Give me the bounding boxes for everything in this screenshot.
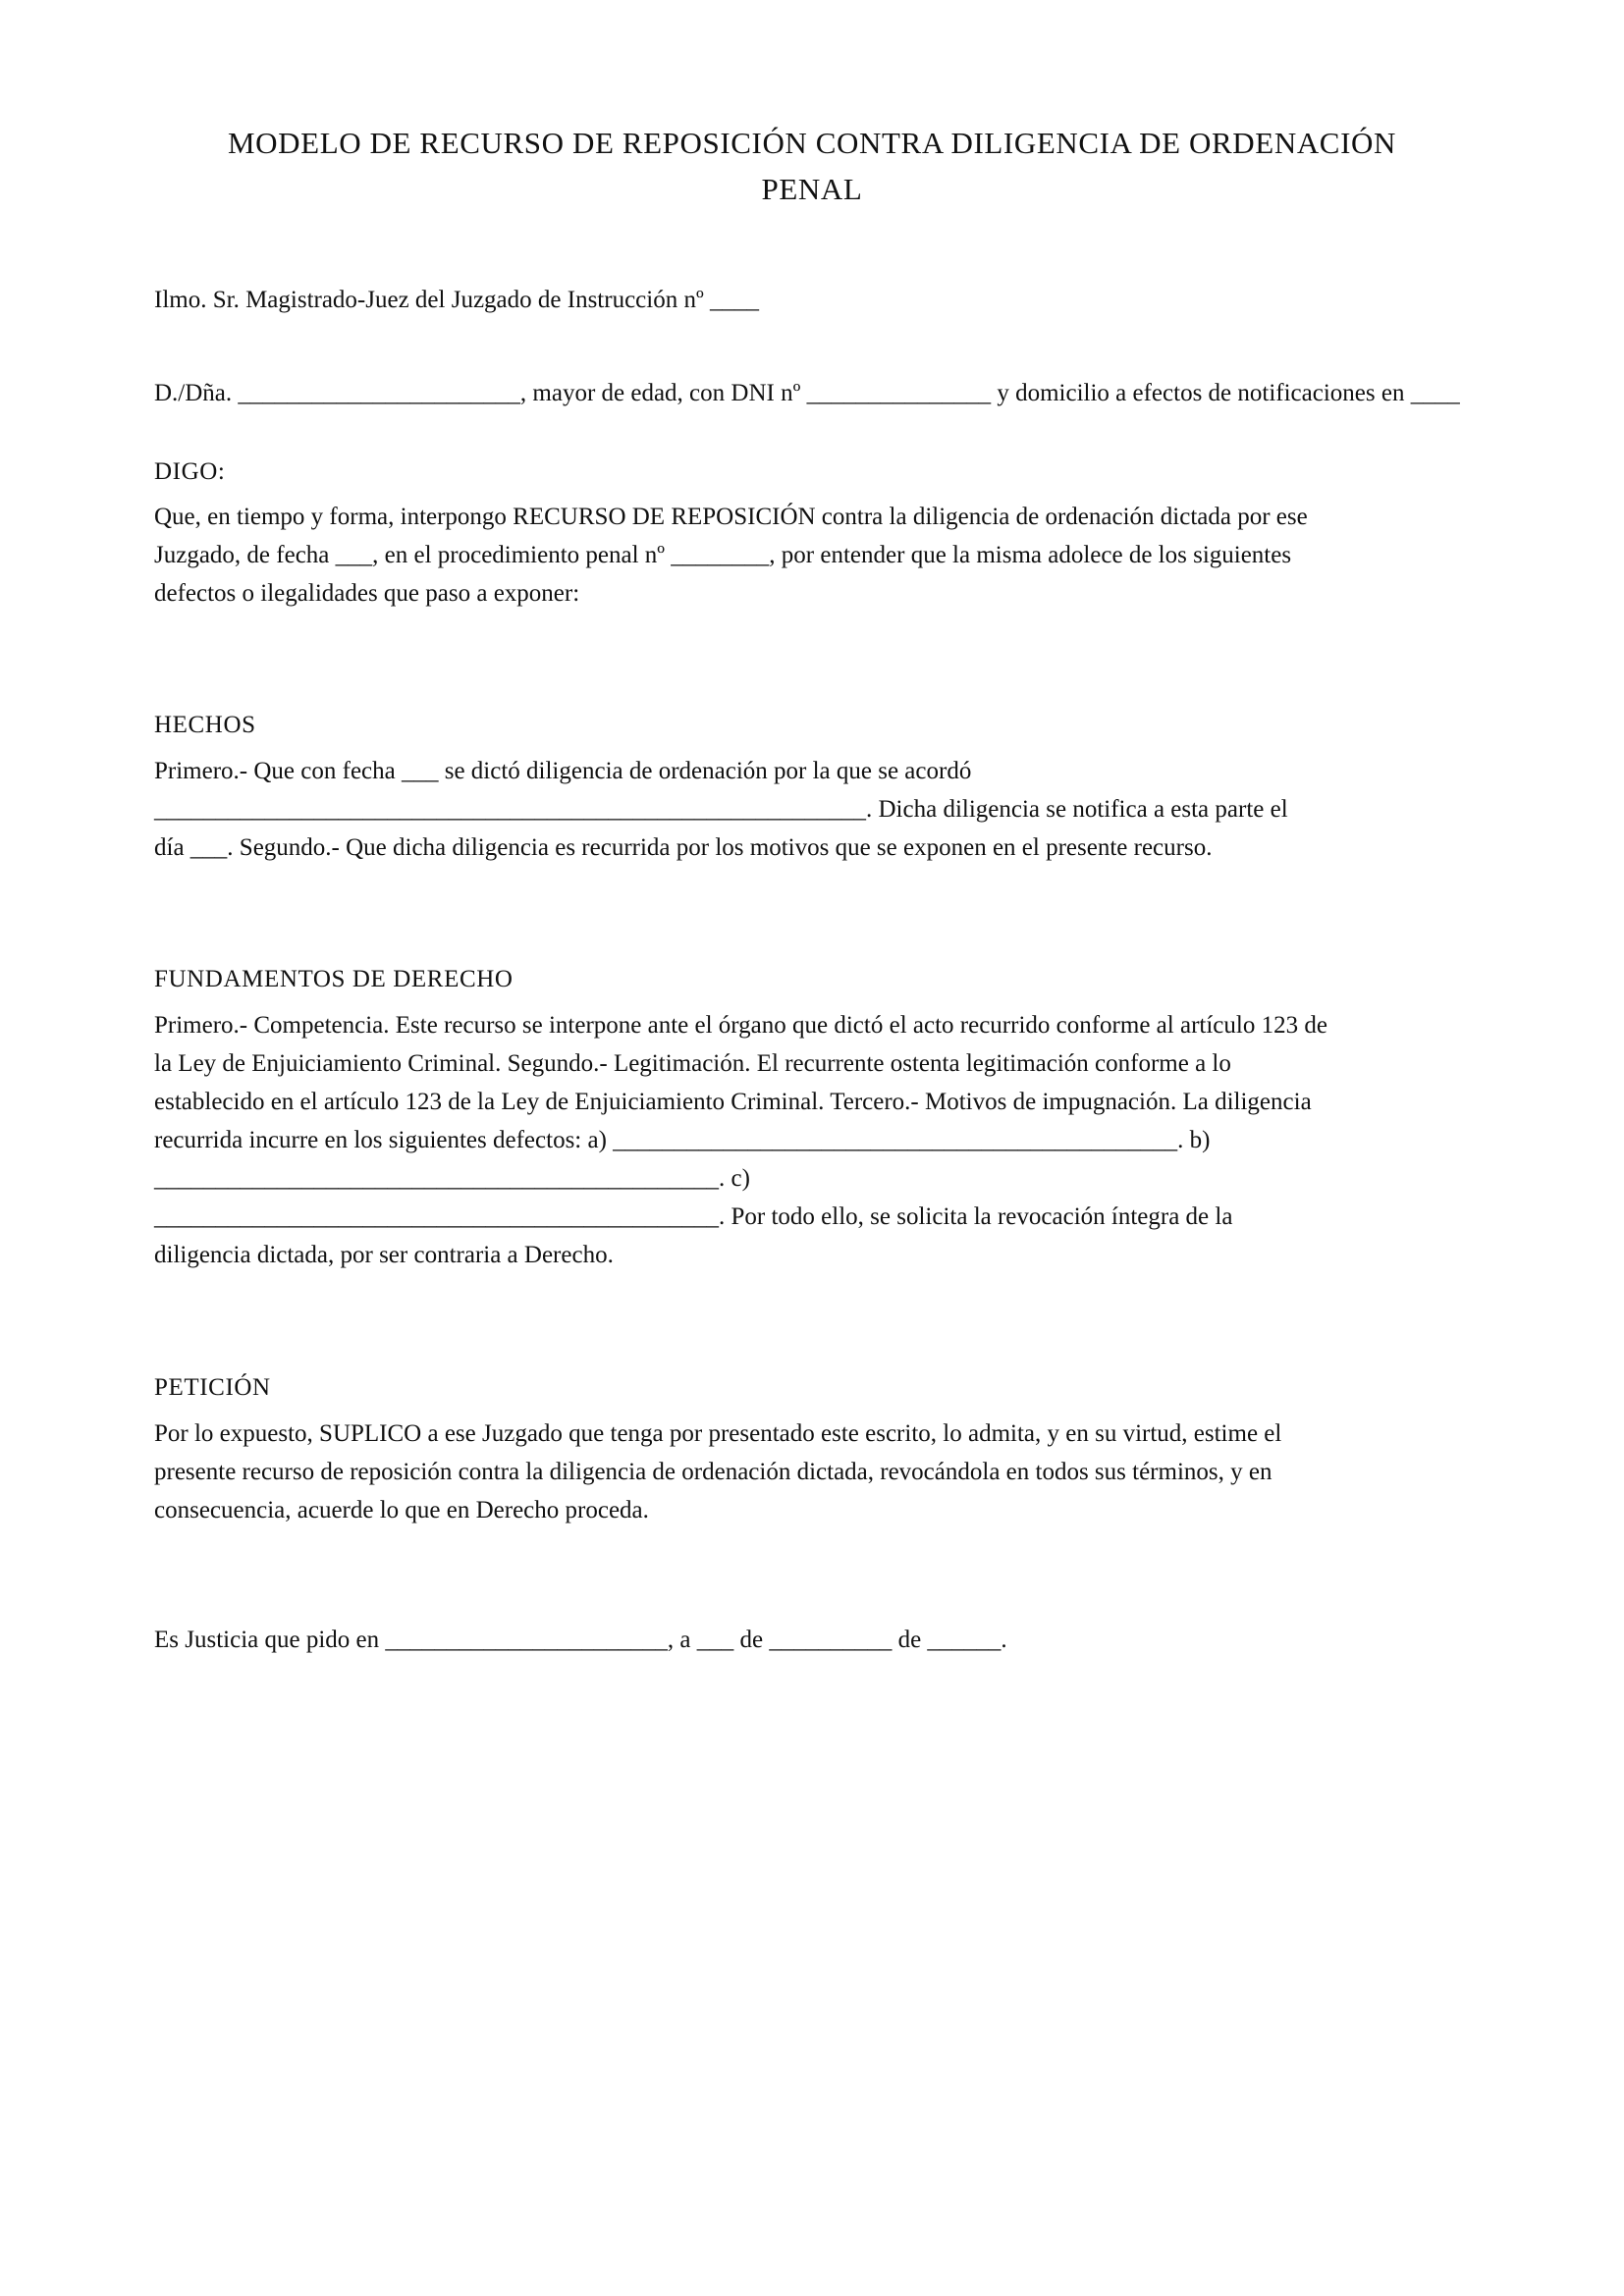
title-line-1: MODELO DE RECURSO DE REPOSICIÓN CONTRA DILIGENCIA DE ORDENACIÓN <box>228 126 1396 160</box>
fundamentos-paragraph-line: establecido en el artículo 123 de la Ley de Enjuiciamiento Criminal. Tercero.- Motivos de impugnación. La diligencia <box>154 1089 1312 1115</box>
digo-paragraph-line: Juzgado, de fecha ___, en el procedimiento penal nº ________, por entender que la misma adolece de los siguientes <box>154 542 1292 568</box>
document-title <box>147 120 1477 212</box>
hechos-heading: HECHOS <box>154 712 256 738</box>
digo-paragraph-line: Que, en tiempo y forma, interpongo RECURSO DE REPOSICIÓN contra la diligencia de ordenación dictada por ese <box>154 504 1308 530</box>
closing-line: Es Justicia que pido en _______________________, a ___ de __________ de ______. <box>154 1627 1007 1653</box>
title-line-2: PENAL <box>761 172 863 206</box>
fundamentos-paragraph-line: la Ley de Enjuiciamiento Criminal. Segundo.- Legitimación. El recurrente ostenta legitimación conforme a lo <box>154 1050 1231 1077</box>
fundamentos-paragraph-line: ______________________________________________. c) <box>154 1165 750 1192</box>
fundamentos-paragraph-line: diligencia dictada, por ser contraria a Derecho. <box>154 1242 614 1268</box>
hechos-paragraph-line: __________________________________________________________. Dicha diligencia se notifica a esta parte el <box>154 796 1288 823</box>
digo-paragraph-line: defectos o ilegalidades que paso a exponer: <box>154 580 580 607</box>
addressee-line: Ilmo. Sr. Magistrado-Juez del Juzgado de Instrucción nº ____ <box>154 287 759 313</box>
peticion-paragraph-line: consecuencia, acuerde lo que en Derecho proceda. <box>154 1497 649 1523</box>
fundamentos-paragraph-line: ______________________________________________. Por todo ello, se solicita la revocación íntegra de la <box>154 1203 1233 1230</box>
fundamentos-paragraph-line: recurrida incurre en los siguientes defectos: a) ______________________________________________. b) <box>154 1127 1211 1153</box>
hechos-paragraph-line: día ___. Segundo.- Que dicha diligencia es recurrida por los motivos que se exponen en el presente recurso. <box>154 834 1213 861</box>
digo-heading: DIGO: <box>154 458 226 485</box>
fundamentos-paragraph-line: Primero.- Competencia. Este recurso se interpone ante el órgano que dictó el acto recurrido conforme al artículo 123 de <box>154 1012 1327 1039</box>
party-identification-line: D./Dña. _______________________, mayor de edad, con DNI nº _______________ y domicilio a efectos de notificaciones en ____ <box>154 380 1460 406</box>
peticion-paragraph-line: Por lo expuesto, SUPLICO a ese Juzgado que tenga por presentado este escrito, lo admita, y en su virtud, estime el <box>154 1420 1282 1447</box>
fundamentos-heading: FUNDAMENTOS DE DERECHO <box>154 966 514 992</box>
peticion-heading: PETICIÓN <box>154 1374 271 1401</box>
hechos-paragraph-line: Primero.- Que con fecha ___ se dictó diligencia de ordenación por la que se acordó <box>154 758 972 784</box>
peticion-paragraph-line: presente recurso de reposición contra la diligencia de ordenación dictada, revocándola en todos sus términos, y en <box>154 1459 1272 1485</box>
